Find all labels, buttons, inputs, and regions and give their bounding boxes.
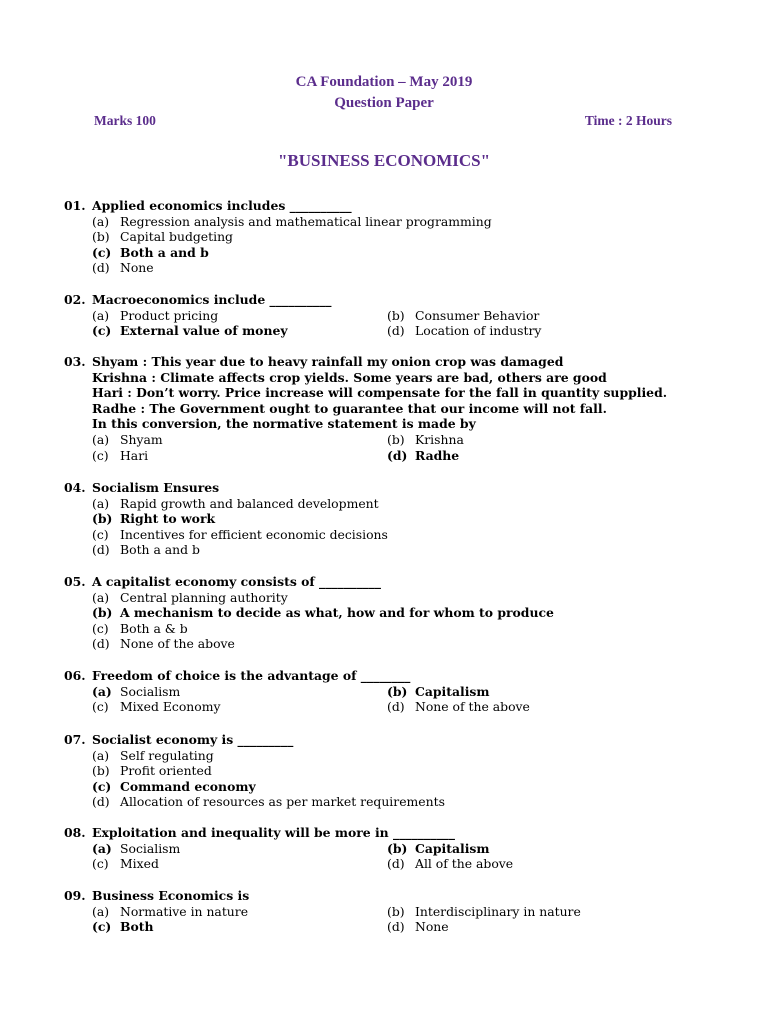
option-d: (d) Location of industry <box>387 323 542 339</box>
option-c: (c) Mixed Economy <box>92 699 221 715</box>
question-text: A capitalist economy consists of __________ <box>92 574 381 589</box>
option-b: (b) A mechanism to decide as what, how and for whom to produce <box>92 605 554 621</box>
question-number: 07. <box>64 732 86 747</box>
question-text: Socialism Ensures <box>92 480 220 495</box>
subject-heading: "BUSINESS ECONOMICS" <box>277 151 491 170</box>
question-02 <box>64 292 704 339</box>
question-06 <box>64 668 704 715</box>
option-b: (b) Right to work <box>92 511 216 527</box>
option-a: (a) Rapid growth and balanced development <box>92 495 379 511</box>
question-04 <box>64 480 704 558</box>
question-01 <box>64 198 704 276</box>
option-a: (a) Product pricing <box>92 307 219 323</box>
option-a: (a) Normative in nature <box>92 903 249 919</box>
option-d: (d) All of the above <box>387 856 514 872</box>
question-text: Business Economics is <box>92 888 250 903</box>
question-number: 05. <box>64 574 86 589</box>
option-c: (c) Both a & b <box>92 620 188 636</box>
paper-title: CA Foundation – May 2019 <box>295 74 473 90</box>
option-c: (c) Both a and b <box>92 244 209 260</box>
option-b: (b) Capital budgeting <box>92 229 233 245</box>
option-d: (d) None <box>92 260 154 276</box>
question-number: 02. <box>64 292 86 307</box>
question-text-line: In this conversion, the normative statement is made by <box>92 416 476 432</box>
option-c: (c) Mixed <box>92 856 159 872</box>
time-label: Time : 2 Hours <box>584 113 672 128</box>
question-number: 08. <box>64 825 86 840</box>
question-07 <box>64 732 704 810</box>
question-number: 06. <box>64 668 86 683</box>
option-b: (b) Capitalism <box>387 840 490 856</box>
question-text: Applied economics includes __________ <box>92 198 352 213</box>
option-a: (a) Regression analysis and mathematical linear programming <box>92 213 492 229</box>
question-text-line: Radhe : The Government ought to guarantee that our income will not fall. <box>92 400 607 416</box>
option-d: (d) Both a and b <box>92 542 200 558</box>
option-c: (c) Hari <box>92 447 149 463</box>
question-text: Socialist economy is _________ <box>92 732 294 747</box>
option-b: (b) Capitalism <box>387 683 490 699</box>
option-d: (d) Allocation of resources as per market requirements <box>92 794 445 810</box>
option-b: (b) Profit oriented <box>92 763 212 779</box>
question-number: 04. <box>64 480 86 495</box>
question-text: Exploitation and inequality will be more in __________ <box>92 825 455 840</box>
question-text-line: Krishna : Climate affects crop yields. Some years are bad, others are good <box>92 369 607 385</box>
option-c: (c) External value of money <box>92 323 288 339</box>
option-c: (c) Both <box>92 919 154 935</box>
option-d: (d) Radhe <box>387 447 460 463</box>
option-c: (c) Incentives for efficient economic decisions <box>92 526 388 542</box>
question-03 <box>64 354 704 463</box>
paper-subtitle: Question Paper <box>334 95 434 111</box>
option-a: (a) Socialism <box>92 683 181 699</box>
marks-label: Marks 100 <box>94 113 156 128</box>
question-05 <box>64 574 704 652</box>
option-a: (a) Socialism <box>92 840 181 856</box>
question-number: 09. <box>64 888 86 903</box>
option-b: (b) Krishna <box>387 431 464 447</box>
option-d: (d) None of the above <box>92 636 235 652</box>
option-b: (b) Interdisciplinary in nature <box>387 903 581 919</box>
question-number: 01. <box>64 198 86 213</box>
question-text: Shyam : This year due to heavy rainfall my onion crop was damaged <box>92 354 564 369</box>
option-b: (b) Consumer Behavior <box>387 307 540 323</box>
question-text: Macroeconomics include __________ <box>92 292 332 307</box>
option-a: (a) Self regulating <box>92 747 214 763</box>
option-a: (a) Central planning authority <box>92 589 288 605</box>
question-09 <box>64 888 704 935</box>
question-text-line: Hari : Don’t worry. Price increase will compensate for the fall in quantity supplied. <box>92 385 668 401</box>
option-a: (a) Shyam <box>92 431 163 447</box>
option-d: (d) None of the above <box>387 699 530 715</box>
question-number: 03. <box>64 354 86 369</box>
question-text: Freedom of choice is the advantage of ________ <box>92 668 411 683</box>
option-d: (d) None <box>387 919 449 935</box>
option-c: (c) Command economy <box>92 778 256 794</box>
question-08 <box>64 825 704 872</box>
